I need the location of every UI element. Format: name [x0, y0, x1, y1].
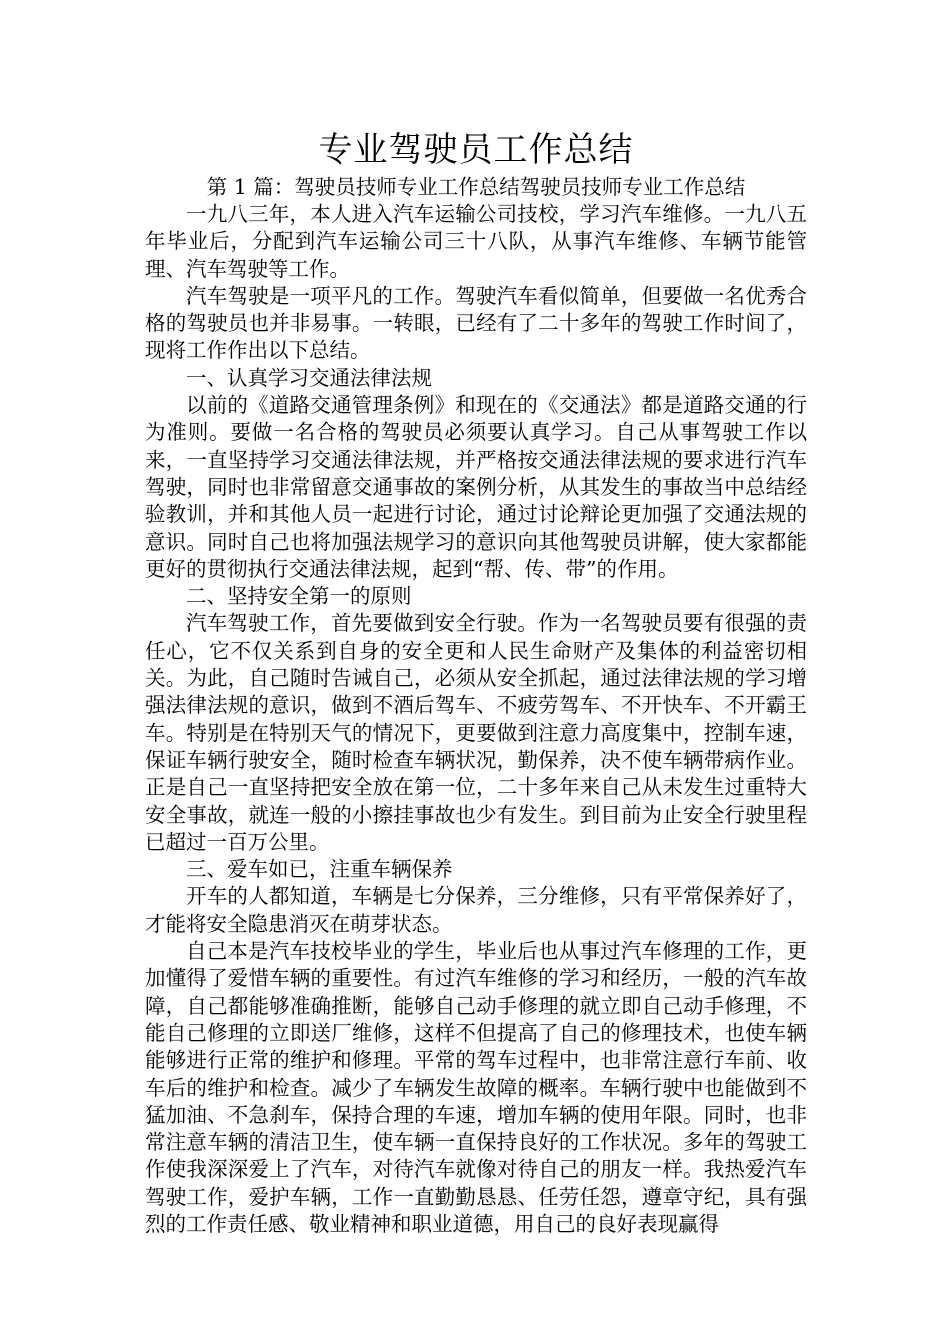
section-3-paragraph-2: 自己本是汽车技校毕业的学生，毕业后也从事过汽车修理的工作，更加懂得了爱惜车辆的重要性。有过汽车维修的学习和经历，一般的汽车故障，自己都能够准确推断，能够自己动手修理的就立即自己动手修理，不能自己修理的立即送厂维修，这样不但提高了自己的修理技术，也使车辆能够进行正常的维护和修理。平常的驾车过程中，也非常注意行车前、收车后的维护和检查。减少了车辆发生故障的概率。车辆行驶中也能做到不猛加油、不急刹车，保持合理的车速，增加车辆的使用年限。同时，也非常注意车辆的清洁卫生，使车辆一直保持良好的工作状况。多年的驾驶工作使我深深爱上了汽车，对待汽车就像对待自己的朋友一样。我热爱汽车驾驶工作，爱护车辆，工作一直勤勤恳恳、任劳任怨，遵章守纪，具有强烈的工作责任感、敬业精神和职业道德，用自己的良好表现赢得 — [145, 939, 807, 1236]
section-3-heading: 三、爱车如已，注重车辆保养 — [186, 857, 453, 882]
document-title: 专业驾驶员工作总结 — [318, 130, 634, 170]
section-3-paragraph-1: 开车的人都知道，车辆是七分保养，三分维修，只有平常保养好了，才能将安全隐患消灭在萌芽状态。 — [145, 884, 807, 936]
section-2-paragraph: 汽车驾驶工作，首先要做到安全行驶。作为一名驾驶员要有很强的责任心，它不仅关系到自身的安全更和人民生命财产及集体的利益密切相关。为此，自己随时告诫自己，必须从安全抓起，通过法律法规的学习增强法律法规的意识，做到不酒后驾车、不疲劳驾车、不开快车、不开霸王车。特别是在特别天气的情况下，更要做到注意力高度集中，控制车速，保证车辆行驶安全，随时检查车辆状况，勤保养，决不使车辆带病作业。正是自己一直坚持把安全放在第一位，二十多年来自己从未发生过重特大安全事故，就连一般的小擦挂事故也少有发生。到目前为止安全行驶里程已超过一百万公里。 — [145, 611, 807, 854]
section-2-heading: 二、坚持安全第一的原则 — [186, 584, 412, 609]
intro-paragraph-2: 汽车驾驶是一项平凡的工作。驾驶汽车看似简单，但要做一名优秀合格的驾驶员也并非易事。一转眼，已经有了二十多年的驾驶工作时间了，现将工作作出以下总结。 — [145, 283, 807, 363]
document-page — [145, 128, 807, 1238]
section-1-heading: 一、认真学习交通法律法规 — [186, 365, 432, 390]
section-1-paragraph: 以前的《道路交通管理条例》和现在的《交通法》都是道路交通的行为准则。要做一名合格的驾驶员必须要认真学习。自己从事驾驶工作以来，一直坚持学习交通法律法规，并严格按交通法律法规的要求进行汽车驾驶，同时也非常留意交通事故的案例分析，从其发生的事故当中总结经验教训，并和其他人员一起进行讨论，通过讨论辩论更加强了交通法规的意识。同时自己也将加强法规学习的意识向其他驾驶员讲解，使大家都能更好的贯彻执行交通法律法规，起到“帮、传、带”的作用。 — [145, 393, 807, 581]
document-subtitle: 第 1 篇：驾驶员技师专业工作总结驾驶员技师专业工作总结 — [206, 175, 746, 199]
intro-paragraph-1: 一九八三年，本人进入汽车运输公司技校，学习汽车维修。一九八五年毕业后，分配到汽车运输公司三十八队，从事汽车维修、车辆节能管理、汽车驾驶等工作。 — [145, 202, 807, 281]
